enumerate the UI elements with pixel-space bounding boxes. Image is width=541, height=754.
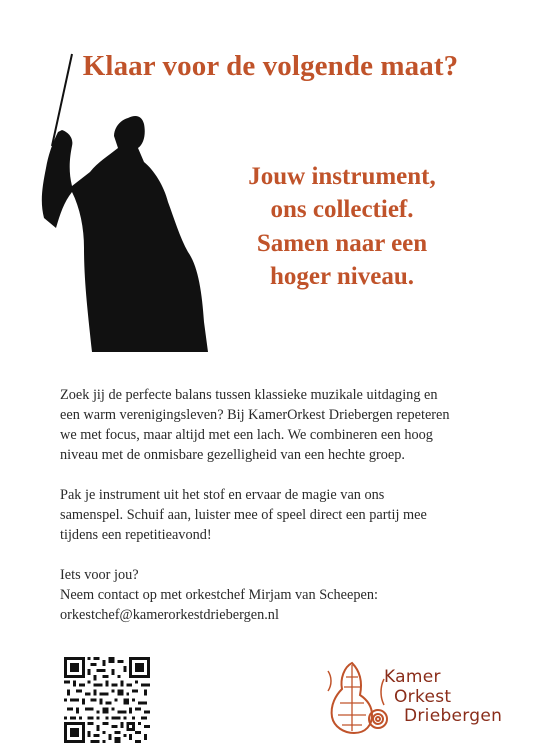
tagline bbox=[222, 160, 462, 293]
intro-paragraph bbox=[60, 385, 500, 465]
text-line: Zoek jij de perfecte balans tussen klassieke muzikale uitdaging en bbox=[60, 387, 438, 403]
qr-code[interactable] bbox=[64, 657, 150, 743]
contact-email[interactable]: orkestchef@kamerorkestdriebergen.nl bbox=[60, 607, 279, 624]
text-line: Pak je instrument uit het stof en ervaar de magie van ons bbox=[60, 487, 385, 504]
tagline-line: hoger niveau. bbox=[270, 262, 414, 290]
text-line: een warm verenigingsleven? Bij KamerOrkest Driebergen repeteren bbox=[60, 407, 450, 424]
conductor-silhouette bbox=[28, 52, 208, 352]
text-line: tijdens een repetitieavond! bbox=[60, 527, 212, 544]
tagline-line: Samen naar een bbox=[256, 229, 428, 257]
logo-wordmark bbox=[384, 668, 502, 727]
logo-word: Orkest bbox=[394, 686, 452, 707]
logo-word: Driebergen bbox=[404, 706, 503, 727]
contact-paragraph bbox=[60, 565, 500, 625]
violin-scroll-icon bbox=[328, 663, 387, 733]
tagline-line: Jouw instrument, bbox=[248, 163, 436, 190]
invite-paragraph bbox=[60, 485, 500, 545]
text-line: we met focus, maar altijd met een lach. We combineren een hoog bbox=[60, 427, 433, 444]
contact-line: Neem contact op met orkestchef Mirjam van Scheepen: bbox=[60, 587, 378, 604]
text-line: niveau met de onmisbare gezelligheid van een hechte groep. bbox=[60, 447, 405, 464]
body-text bbox=[60, 385, 500, 645]
logo-word: Kamer bbox=[384, 667, 441, 687]
tagline-line: ons collectief. bbox=[270, 196, 414, 224]
text-line: samenspel. Schuif aan, luister mee of speel direct een partij mee bbox=[60, 507, 427, 524]
headline: Klaar voor de volgende maat? bbox=[82, 50, 459, 82]
contact-question: Iets voor jou? bbox=[60, 567, 139, 584]
